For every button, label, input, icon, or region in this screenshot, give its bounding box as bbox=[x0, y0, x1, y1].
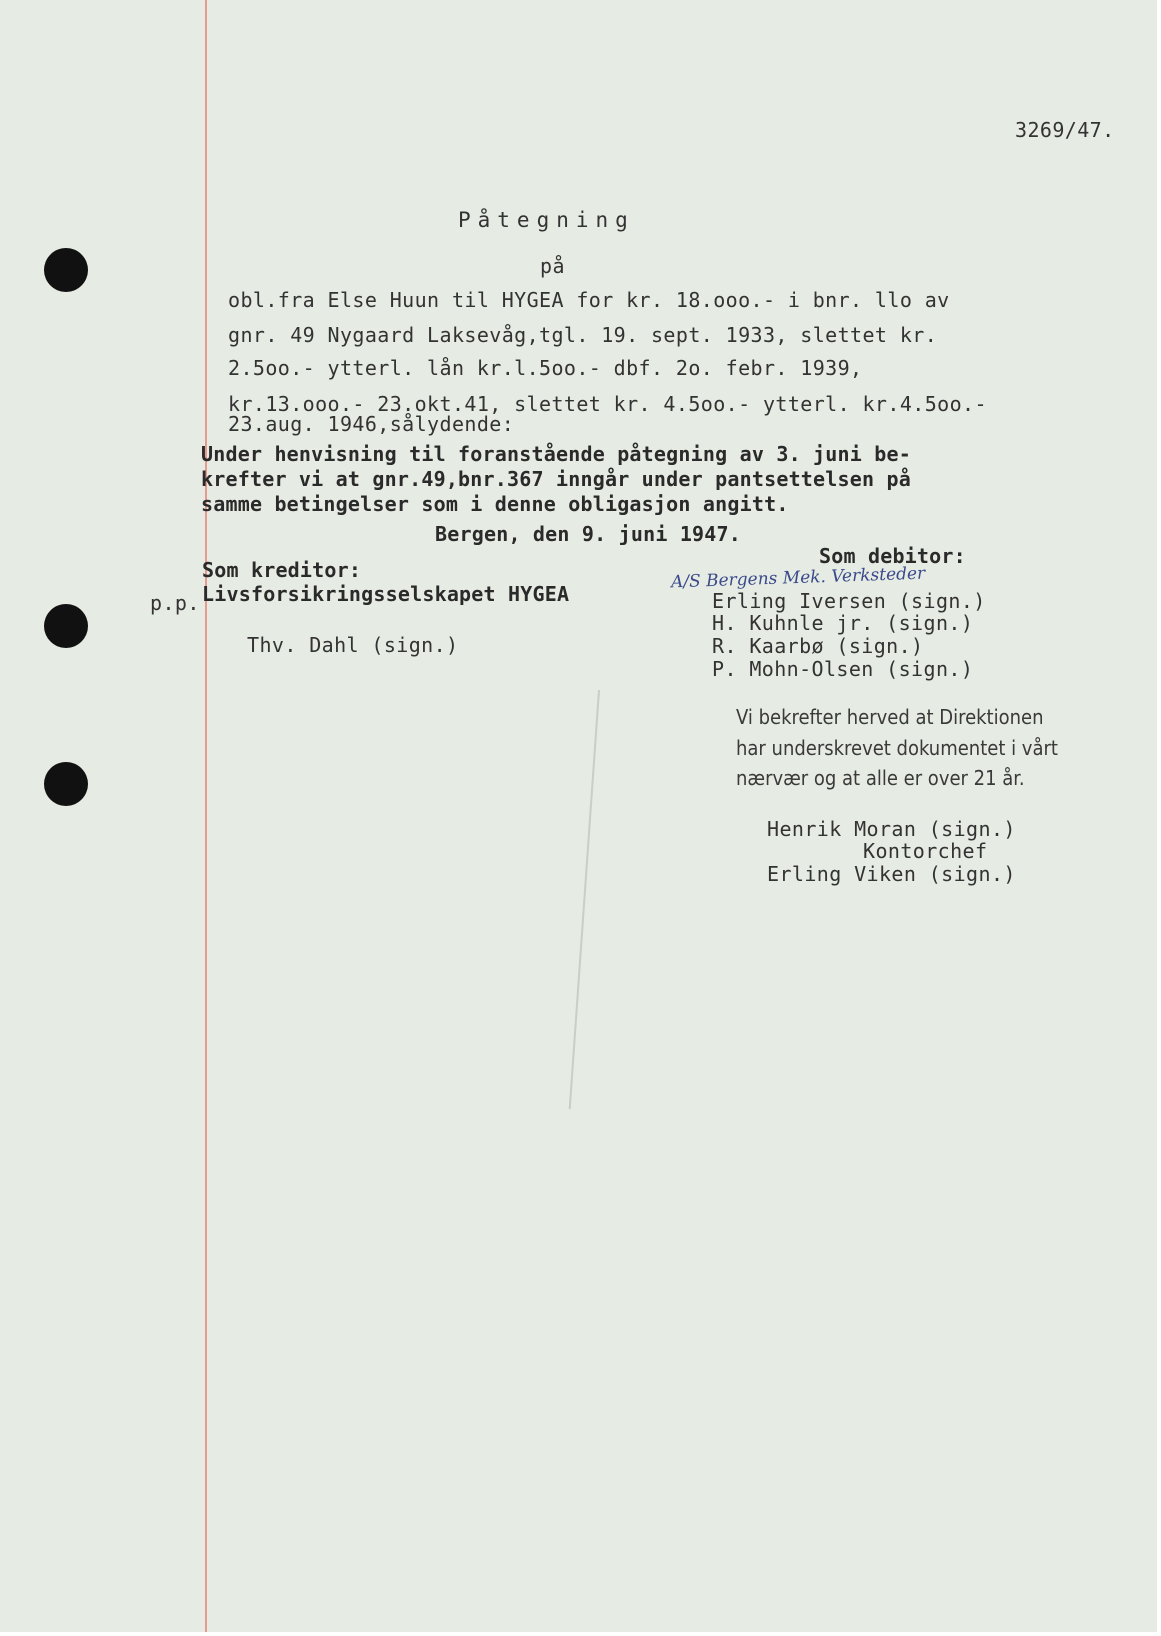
handwritten-debtor-name: A/S Bergens Mek. Verksteder bbox=[670, 563, 926, 593]
debtor-signatory: P. Mohn-Olsen (sign.) bbox=[712, 657, 974, 681]
creditor-label: Som kreditor: bbox=[202, 558, 362, 582]
witness-title: Kontorchef bbox=[863, 839, 988, 863]
stamp-line: krefter vi at gnr.49,bnr.367 inngår under pantsettelsen på bbox=[201, 467, 911, 491]
creditor-company: Livsforsikringsselskapet HYGEA bbox=[202, 582, 570, 606]
page-heading: Påtegning bbox=[458, 208, 635, 232]
confirmation-line: nærvær og at alle er over 21 år. bbox=[736, 766, 1025, 790]
body-line: 2.5oo.- ytterl. lån kr.l.5oo.- dbf. 2o. febr. 1939, bbox=[228, 356, 863, 380]
confirmation-line: Vi bekrefter herved at Direktionen bbox=[736, 705, 1044, 729]
page-subheading: på bbox=[540, 254, 565, 278]
punch-hole bbox=[44, 604, 88, 648]
per-procura: p.p. bbox=[150, 591, 200, 615]
creditor-signatory: Thv. Dahl (sign.) bbox=[247, 633, 459, 657]
debtor-signatory: R. Kaarbø (sign.) bbox=[712, 634, 924, 658]
debtor-signatory: H. Kuhnle jr. (sign.) bbox=[712, 611, 974, 635]
reference-number: 3269/47. bbox=[1015, 118, 1115, 142]
punch-hole bbox=[44, 762, 88, 806]
punch-hole bbox=[44, 248, 88, 292]
debtor-signatory: Erling Iversen (sign.) bbox=[712, 589, 986, 613]
debtor-label: Som debitor: bbox=[819, 544, 966, 568]
witness-line: Erling Viken (sign.) bbox=[767, 862, 1016, 886]
stamp-line: Under henvisning til foranstående påtegning av 3. juni be- bbox=[201, 442, 911, 466]
confirmation-line: har underskrevet dokumentet i vårt bbox=[736, 736, 1058, 760]
place-and-date: Bergen, den 9. juni 1947. bbox=[435, 522, 742, 546]
body-line: kr.13.ooo.- 23.okt.41, slettet kr. 4.5oo.- ytterl. kr.4.5oo.- bbox=[228, 392, 987, 416]
page-edge bbox=[1157, 0, 1161, 1636]
page-edge bbox=[0, 1632, 1161, 1636]
stamp-line: samme betingelser som i denne obligasjon angitt. bbox=[201, 492, 789, 516]
body-line: 23.aug. 1946,sålydende: bbox=[228, 412, 515, 436]
red-margin-line bbox=[205, 0, 207, 1636]
witness-line: Henrik Moran (sign.) bbox=[767, 817, 1016, 841]
paper-fold bbox=[569, 690, 600, 1109]
body-line: obl.fra Else Huun til HYGEA for kr. 18.ooo.- i bnr. llo av bbox=[228, 288, 950, 312]
body-line: gnr. 49 Nygaard Laksevåg,tgl. 19. sept. 1933, slettet kr. bbox=[228, 323, 938, 347]
